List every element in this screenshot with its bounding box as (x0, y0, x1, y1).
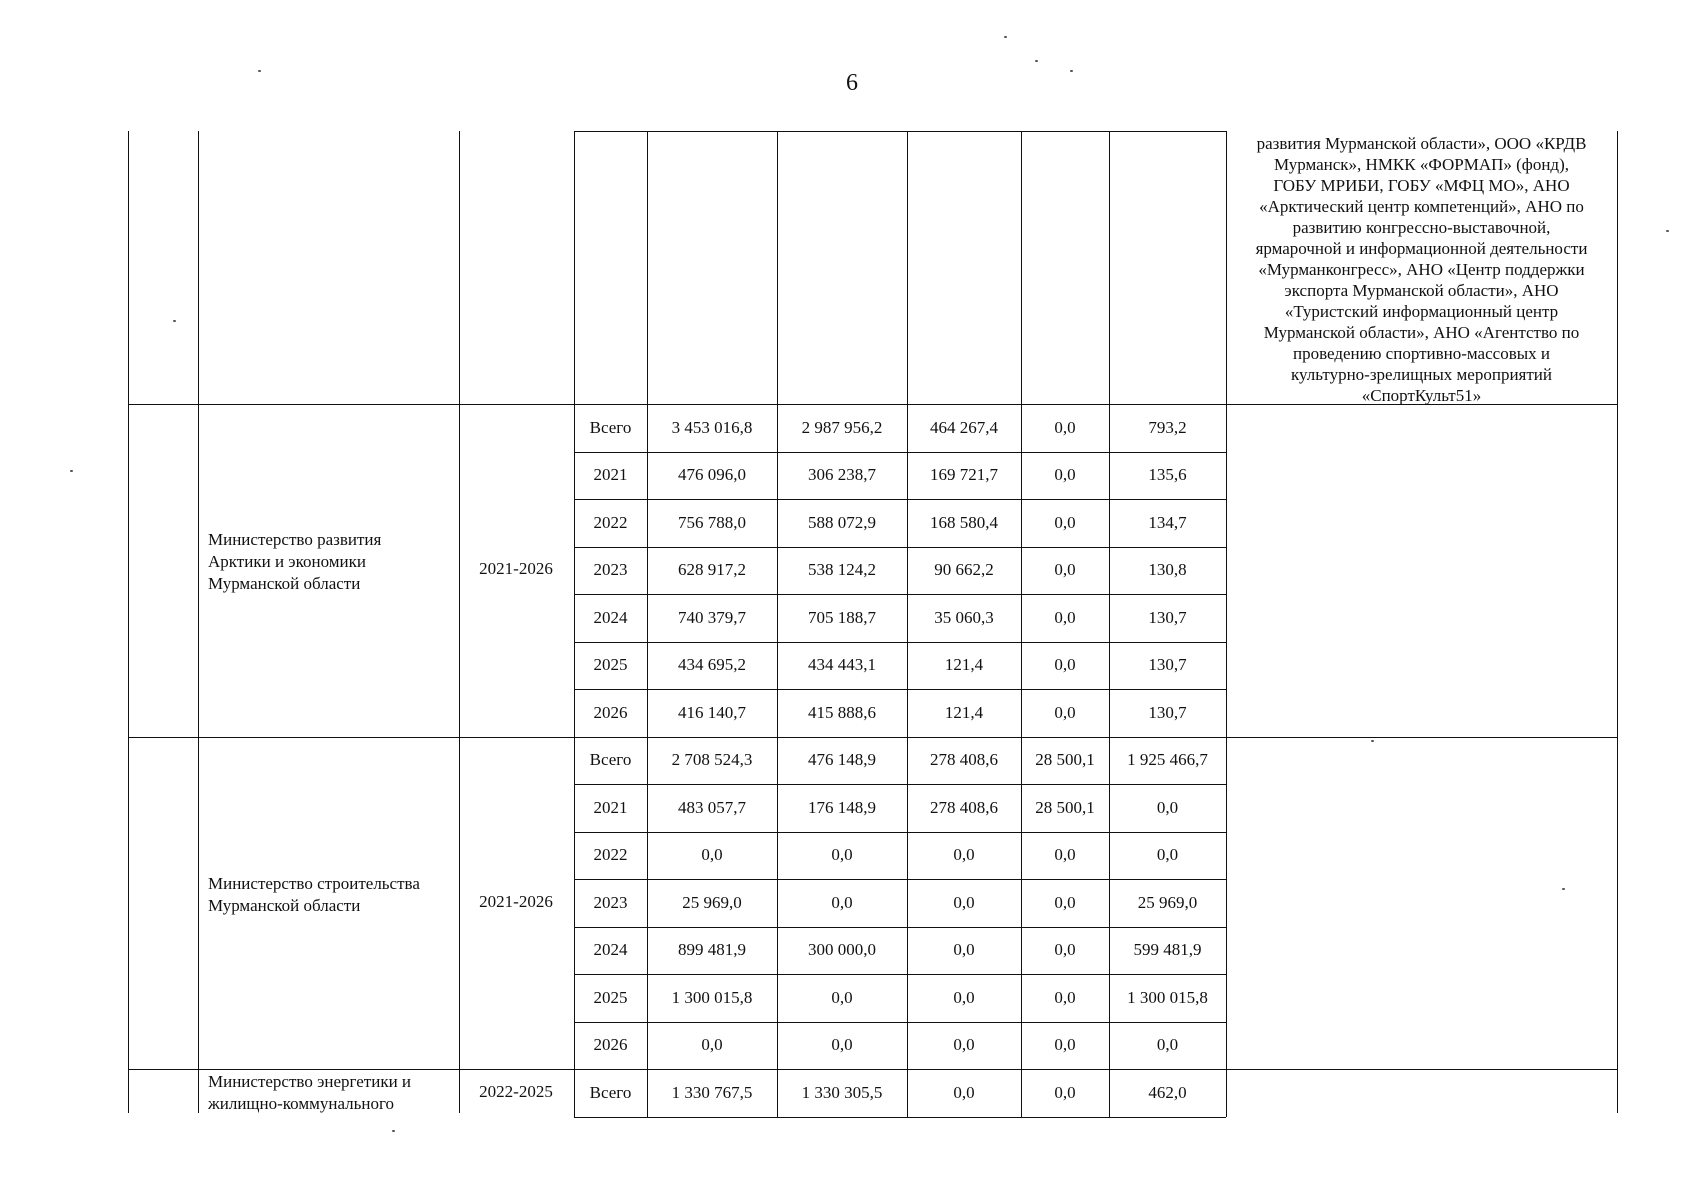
ministry-name (208, 873, 455, 917)
amount-cell: 0,0 (953, 987, 975, 1007)
amount-cell: 0,0 (1054, 1035, 1076, 1055)
year-cell: Всего (589, 750, 632, 770)
amount-cell: 0,0 (953, 940, 975, 960)
amount-cell: 134,7 (1148, 512, 1187, 532)
amount-cell: 176 148,9 (808, 797, 876, 817)
note-line: «Мурманконгресс», АНО «Центр поддержки (1258, 260, 1585, 279)
amount-cell: 0,0 (953, 892, 975, 912)
year-cell: 2024 (593, 940, 628, 960)
column-rule (1617, 131, 1618, 1113)
amount-cell: 3 453 016,8 (671, 417, 753, 437)
page-number: 6 (846, 70, 858, 96)
note-line: «СпортКульт51» (1361, 386, 1482, 405)
amount-cell: 0,0 (1054, 655, 1076, 675)
amount-cell: 0,0 (1156, 797, 1179, 817)
amount-cell: 740 379,7 (678, 607, 746, 627)
scan-speck (1371, 740, 1374, 742)
amount-cell: 705 188,7 (808, 607, 876, 627)
note-line: развитию конгрессно-выставочной, (1292, 218, 1551, 237)
amount-cell: 415 888,6 (808, 702, 876, 722)
period: 2022-2025 (479, 1081, 553, 1101)
amount-cell: 90 662,2 (934, 560, 994, 580)
amount-cell: 168 580,4 (930, 512, 998, 532)
ministry-line: Мурманской области (208, 574, 361, 594)
amount-cell: 25 969,0 (682, 892, 742, 912)
amount-cell: 0,0 (953, 1082, 975, 1102)
scan-speck (258, 70, 261, 72)
year-cell: 2023 (593, 892, 628, 912)
year-cell: 2022 (593, 512, 628, 532)
amount-cell: 25 969,0 (1137, 892, 1198, 912)
amount-cell: 793,2 (1148, 417, 1187, 437)
amount-cell: 416 140,7 (678, 702, 746, 722)
period: 2021-2026 (479, 559, 553, 579)
amount-cell: 306 238,7 (808, 465, 876, 485)
amount-cell: 0,0 (1054, 560, 1076, 580)
amount-cell: 0,0 (701, 845, 723, 865)
year-cell: Всего (589, 417, 632, 437)
amount-cell: 899 481,9 (678, 940, 746, 960)
amount-cell: 130,7 (1148, 607, 1187, 627)
column-rule (198, 131, 199, 1113)
amount-cell: 0,0 (1054, 940, 1076, 960)
amount-cell: 462,0 (1148, 1082, 1187, 1102)
amount-cell: 0,0 (1054, 1082, 1076, 1102)
note-line: экспорта Мурманской области», АНО (1284, 281, 1559, 300)
amount-cell: 476 096,0 (678, 465, 746, 485)
amount-cell: 434 443,1 (808, 655, 876, 675)
amount-cell: 1 330 767,5 (671, 1082, 753, 1102)
note-line: развития Мурманской области», ООО «КРДВ (1256, 134, 1587, 153)
amount-cell: 28 500,1 (1035, 750, 1095, 770)
amount-cell: 0,0 (1054, 892, 1076, 912)
ministry-line: Министерство строительства (208, 873, 420, 893)
column-rule (459, 131, 460, 1113)
amount-cell: 130,8 (1148, 560, 1187, 580)
year-cell: 2024 (593, 607, 628, 627)
amount-cell: 0,0 (831, 1035, 853, 1055)
amount-cell: 464 267,4 (930, 417, 998, 437)
ministry-name (208, 1071, 455, 1115)
amount-cell: 130,7 (1148, 702, 1187, 722)
amount-cell: 1 925 466,7 (1127, 750, 1208, 770)
amount-cell: 0,0 (953, 845, 975, 865)
amount-cell: 0,0 (1156, 845, 1179, 865)
ministry-line: Арктики и экономики (208, 552, 366, 572)
amount-cell: 1 300 015,8 (671, 987, 753, 1007)
note-line: «Туристский информационный центр (1284, 302, 1559, 321)
scan-speck (1035, 60, 1038, 62)
amount-cell: 599 481,9 (1133, 940, 1202, 960)
amount-cell: 538 124,2 (808, 560, 876, 580)
amount-cell: 0,0 (1156, 1035, 1179, 1055)
year-cell: 2023 (593, 560, 628, 580)
amount-cell: 0,0 (1054, 607, 1076, 627)
amount-cell: 278 408,6 (930, 797, 998, 817)
amount-cell: 434 695,2 (678, 655, 746, 675)
amount-cell: 1 330 305,5 (801, 1082, 883, 1102)
amount-cell: 0,0 (831, 845, 853, 865)
amount-cell: 121,4 (944, 655, 984, 675)
amount-cell: 628 917,2 (678, 560, 746, 580)
amount-cell: 0,0 (1054, 512, 1076, 532)
scan-speck (173, 320, 176, 322)
amount-cell: 0,0 (1054, 417, 1076, 437)
amount-cell: 2 708 524,3 (671, 750, 753, 770)
year-cell: 2026 (593, 1035, 628, 1055)
year-cell: 2025 (593, 655, 628, 675)
amount-cell: 0,0 (831, 892, 853, 912)
amount-cell: 0,0 (953, 1035, 975, 1055)
amount-cell: 0,0 (1054, 702, 1076, 722)
amount-cell: 483 057,7 (678, 797, 746, 817)
amount-cell: 135,6 (1148, 465, 1187, 485)
amount-cell: 0,0 (1054, 987, 1076, 1007)
amount-cell: 0,0 (1054, 845, 1076, 865)
note-line: проведению спортивно-массовых и (1293, 344, 1550, 363)
column-rule (128, 131, 129, 1113)
scan-speck (1070, 70, 1073, 72)
amount-cell: 169 721,7 (930, 465, 998, 485)
year-cell: 2025 (593, 987, 628, 1007)
amount-cell: 476 148,9 (808, 750, 876, 770)
ministry-line: Министерство развития (208, 530, 382, 550)
ministry-line: жилищно-коммунального (208, 1094, 395, 1113)
amount-cell: 0,0 (1054, 465, 1076, 485)
amount-cell: 0,0 (701, 1035, 723, 1055)
amount-cell: 278 408,6 (930, 750, 998, 770)
note-line: Мурманск», НМКК «ФОРМАП» (фонд), (1274, 155, 1569, 174)
scan-speck (70, 470, 73, 472)
period: 2021-2026 (479, 891, 553, 911)
amount-cell: 121,4 (944, 702, 984, 722)
column-rule (1226, 131, 1227, 1117)
year-cell: 2022 (593, 845, 628, 865)
executors-note (1230, 133, 1613, 406)
amount-cell: 130,7 (1148, 655, 1187, 675)
year-cell: Всего (589, 1082, 632, 1102)
amount-cell: 28 500,1 (1035, 797, 1095, 817)
scan-speck (1666, 230, 1669, 232)
row-rule (574, 131, 1226, 132)
note-line: ГОБУ МРИБИ, ГОБУ «МФЦ МО», АНО (1273, 176, 1570, 195)
amount-cell: 2 987 956,2 (801, 417, 883, 437)
scan-speck (392, 1130, 395, 1132)
scan-speck (1004, 36, 1007, 38)
year-cell: 2021 (593, 797, 628, 817)
amount-cell: 1 300 015,8 (1127, 987, 1208, 1007)
note-line: культурно-зрелищных мероприятий (1291, 365, 1552, 384)
amount-cell: 300 000,0 (808, 940, 876, 960)
row-rule (574, 1117, 1226, 1118)
year-cell: 2026 (593, 702, 628, 722)
amount-cell: 756 788,0 (678, 512, 746, 532)
year-cell: 2021 (593, 465, 628, 485)
ministry-line: Мурманской области (208, 895, 361, 915)
ministry-name (208, 529, 455, 595)
scan-speck (1562, 888, 1565, 890)
amount-cell: 0,0 (831, 987, 853, 1007)
amount-cell: 588 072,9 (808, 512, 876, 532)
note-line: Мурманской области», АНО «Агентство по (1263, 323, 1580, 342)
note-line: «Арктический центр компетенций», АНО по (1259, 197, 1584, 216)
ministry-line: Министерство энергетики и (208, 1072, 412, 1091)
note-line: ярмарочной и информационной деятельности (1255, 239, 1588, 258)
amount-cell: 35 060,3 (934, 607, 994, 627)
